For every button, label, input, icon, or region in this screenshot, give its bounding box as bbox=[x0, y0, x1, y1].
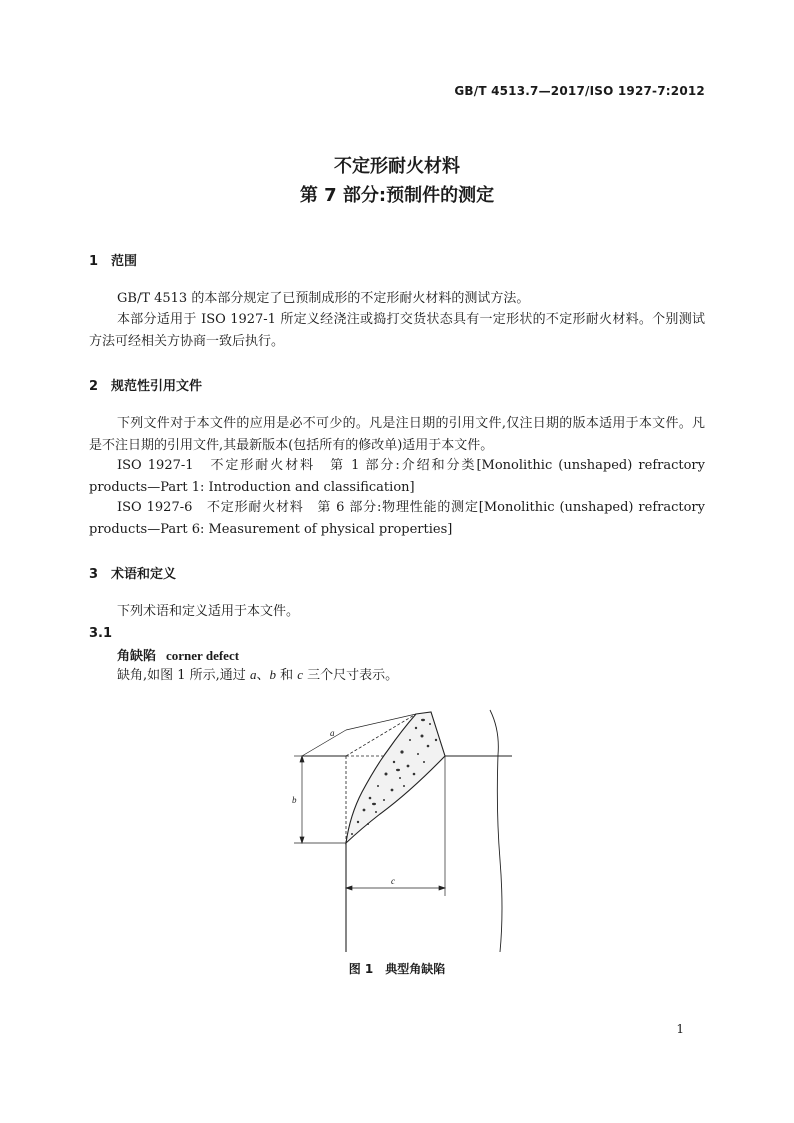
dimension-c-label: c bbox=[391, 876, 395, 886]
document-subtitle: 第 7 部分:预制件的测定 bbox=[299, 185, 495, 206]
subsection-number: 3.1 bbox=[89, 626, 113, 641]
variable-a: a bbox=[249, 667, 257, 682]
reference-iso-1927-1: ISO 1927-1 不定形耐火材料 第 1 部分:介绍和分类[Monolithic (unshaped) refractory products—Part 1: Introduction and classification] bbox=[89, 458, 705, 495]
section-2-heading bbox=[89, 375, 202, 394]
break-line bbox=[490, 710, 502, 952]
document-title: 不定形耐火材料 bbox=[334, 156, 460, 177]
paragraph: 下列文件对于本文件的应用是必不可少的。凡是注日期的引用文件,仅注日期的版本适用于本文件。凡是不注日期的引用文件,其最新版本(包括所有的修改单)适用于本文件。 bbox=[89, 416, 705, 453]
paragraph: 下列术语和定义适用于本文件。 bbox=[117, 604, 300, 619]
term-english: corner defect bbox=[166, 648, 240, 663]
corner-defect-figure bbox=[290, 700, 515, 955]
paragraph: GB/T 4513 的本部分规定了已预制成形的不定形耐火材料的测试方法。 bbox=[117, 291, 530, 306]
figure-caption: 图 1 典型角缺陷 bbox=[348, 962, 446, 976]
section-number: 3 bbox=[89, 567, 99, 582]
standard-number: GB/T 4513.7—2017/ISO 1927-7:2012 bbox=[454, 84, 705, 98]
section-number: 2 bbox=[89, 379, 99, 394]
section-title: 术语和定义 bbox=[111, 567, 177, 582]
page-number: 1 bbox=[676, 1022, 684, 1036]
term-definition bbox=[89, 664, 705, 687]
section-number: 1 bbox=[89, 254, 99, 269]
defect-area bbox=[346, 712, 445, 843]
section-title: 范围 bbox=[111, 254, 138, 269]
dimension-a-label: a bbox=[330, 728, 335, 738]
section-1-heading bbox=[89, 250, 137, 269]
variable-b: b bbox=[269, 667, 276, 682]
section-3-heading bbox=[89, 563, 176, 582]
term-chinese: 角缺陷 bbox=[117, 649, 157, 664]
definition-text: 三个尺寸表示。 bbox=[303, 668, 399, 683]
separator: 、 bbox=[256, 668, 270, 683]
term-entry bbox=[117, 645, 239, 664]
dimension-b-label: b bbox=[292, 795, 297, 805]
separator: 和 bbox=[275, 668, 298, 683]
section-title: 规范性引用文件 bbox=[111, 379, 203, 394]
reference-iso-1927-6: ISO 1927-6 不定形耐火材料 第 6 部分:物理性能的测定[Monolithic (unshaped) refractory products—Part 6: Measurement of physical properties] bbox=[89, 500, 705, 537]
variable-c: c bbox=[297, 667, 303, 682]
paragraph: 本部分适用于 ISO 1927-1 所定义经浇注或捣打交货状态具有一定形状的不定形耐火材料。个别测试方法可经相关方协商一致后执行。 bbox=[89, 312, 705, 349]
definition-text: 缺角,如图 1 所示,通过 bbox=[117, 668, 250, 683]
